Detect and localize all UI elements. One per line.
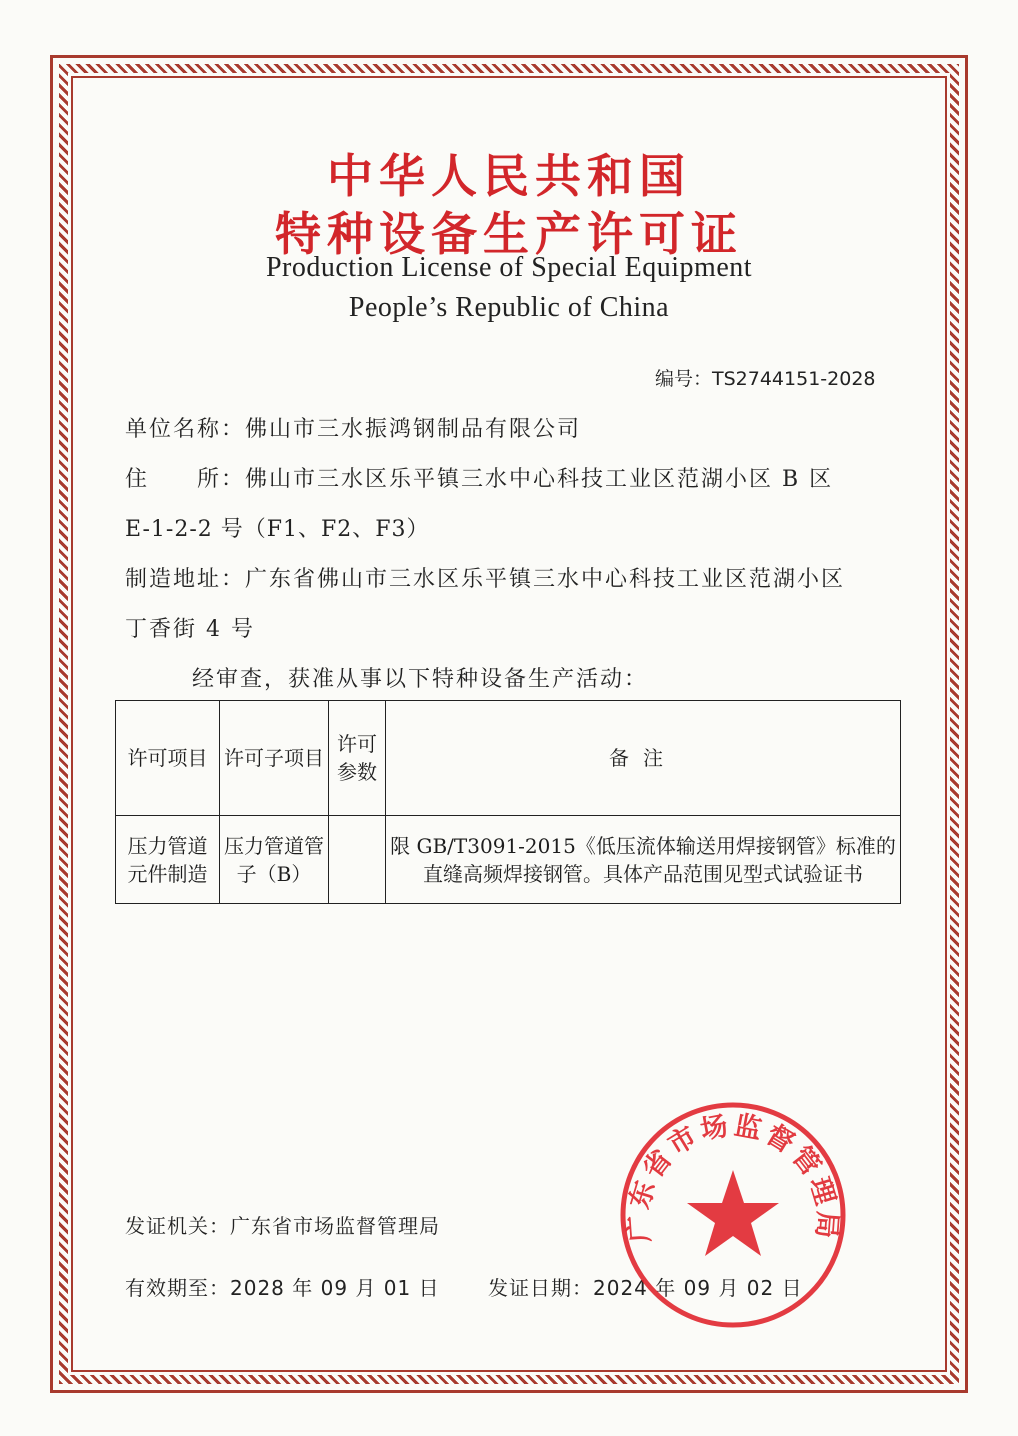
- approval-statement: 经审查，获准从事以下特种设备生产活动：: [192, 667, 649, 692]
- title-en-line1: Production License of Special Equipment: [265, 252, 753, 283]
- mfg-address-line2: 丁香街 4 号: [125, 617, 255, 642]
- official-seal: [618, 1100, 848, 1330]
- cell-permit-parameter: [329, 816, 386, 904]
- title-cn-line2: 特种设备生产许可证: [275, 207, 743, 261]
- cell-permit-item: 压力管道元件制造: [116, 816, 220, 904]
- title-cn-line1: 中华人民共和国: [327, 149, 691, 203]
- star-icon: [687, 1170, 779, 1256]
- seal-text: 广东省市场监督管理局: [623, 1109, 843, 1244]
- address-line2: E-1-2-2 号（F1、F2、F3）: [125, 517, 430, 542]
- title-en-line2: People’s Republic of China: [348, 292, 670, 323]
- table-row: [116, 816, 901, 904]
- valid-until: 有效期至：2028 年 09 月 01 日: [125, 1276, 440, 1300]
- unit-name: 单位名称：佛山市三水振鸿钢制品有限公司: [125, 417, 582, 442]
- mfg-address-line1: 制造地址：广东省佛山市三水区乐平镇三水中心科技工业区范湖小区: [125, 567, 846, 592]
- header-permit-parameter: 许可参数: [329, 701, 386, 816]
- header-remark: 备注: [386, 701, 901, 816]
- issue-date: 发证日期：2024 年 09 月 02 日: [488, 1276, 803, 1300]
- header-permit-subitem: 许可子项目: [220, 701, 329, 816]
- permit-table: [115, 700, 901, 904]
- cert-number: 编号：TS2744151-2028: [655, 368, 876, 390]
- issuer: 发证机关：广东省市场监督管理局: [125, 1214, 440, 1238]
- table-header-row: [116, 701, 901, 816]
- address-line1: 住 所：佛山市三水区乐平镇三水中心科技工业区范湖小区 B 区: [125, 467, 834, 492]
- cell-remark: 限 GB/T3091-2015《低压流体输送用焊接钢管》标准的直缝高频焊接钢管。具体产品范围见型式试验证书: [386, 816, 901, 904]
- cell-permit-subitem: 压力管道管子（B）: [220, 816, 329, 904]
- header-permit-item: 许可项目: [116, 701, 220, 816]
